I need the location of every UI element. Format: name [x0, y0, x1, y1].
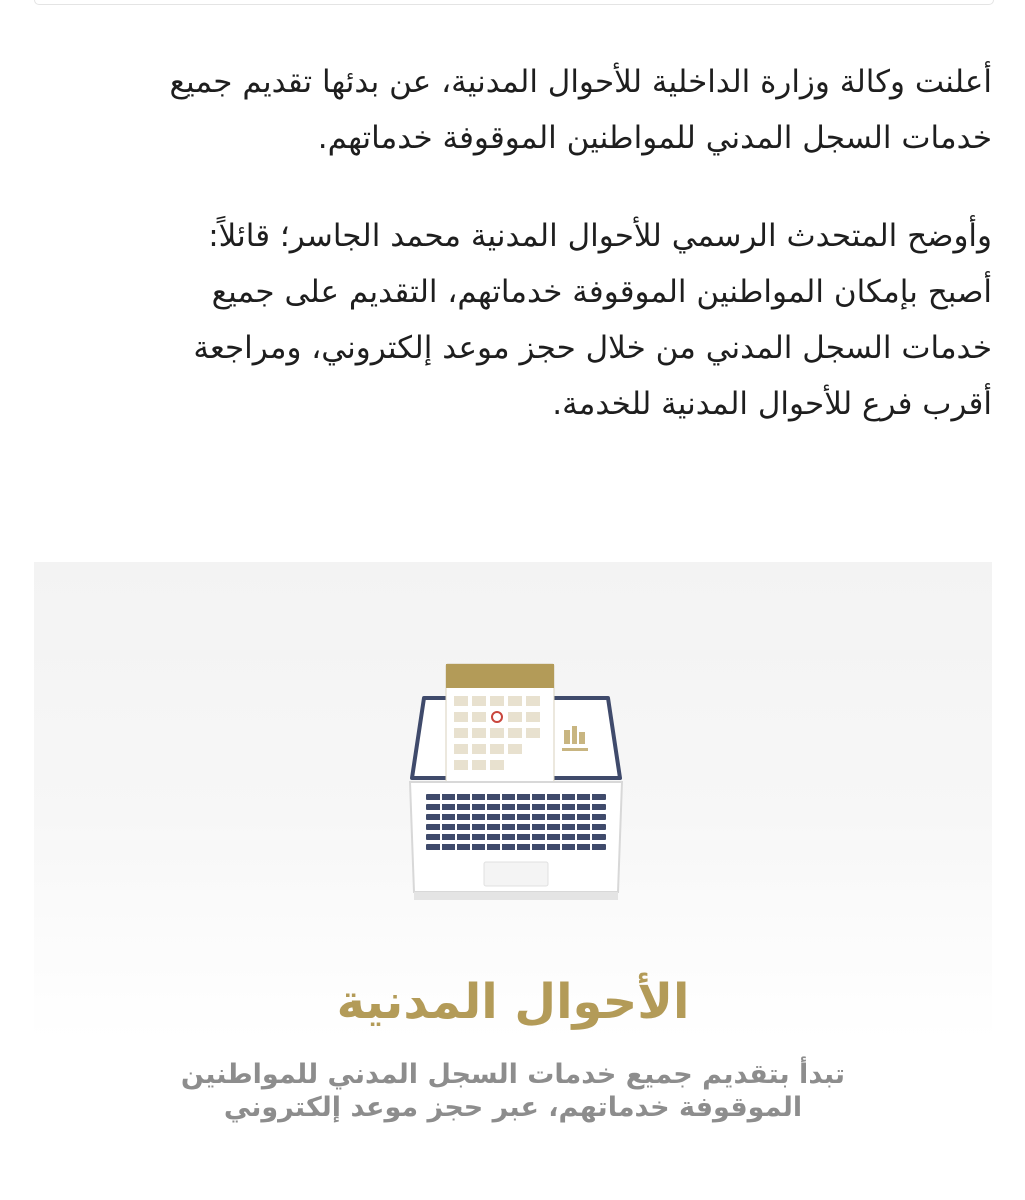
article-line: خدمات السجل المدني من خلال حجز موعد إلكتروني، ومراجعة [193, 330, 992, 366]
news-infographic-card [34, 562, 992, 1200]
card-title: الأحوال المدنية [336, 974, 690, 1030]
article-line: وأوضح المتحدث الرسمي للأحوال المدنية محمد الجاسر؛ قائلاً: [208, 218, 992, 254]
card-subtitle-line: تبدأ بتقديم جميع خدمات السجل المدني للمواطنين [180, 1059, 846, 1090]
article-body [34, 54, 992, 432]
article-line: أصبح بإمكان المواطنين الموقوفة خدماتهم، التقديم على جميع [211, 274, 992, 310]
article-line: أعلنت وكالة وزارة الداخلية للأحوال المدنية، عن بدئها تقديم جميع [169, 64, 992, 100]
article-line: أقرب فرع للأحوال المدنية للخدمة. [552, 386, 992, 422]
laptop-calendar-icon [396, 660, 636, 930]
article-line: خدمات السجل المدني للمواطنين الموقوفة خدماتهم. [317, 120, 992, 156]
card-subtitle-line: الموقوفة خدماتهم، عبر حجز موعد إلكتروني [223, 1092, 803, 1123]
card-subtitle [34, 1058, 992, 1124]
previous-card-edge [34, 0, 994, 5]
